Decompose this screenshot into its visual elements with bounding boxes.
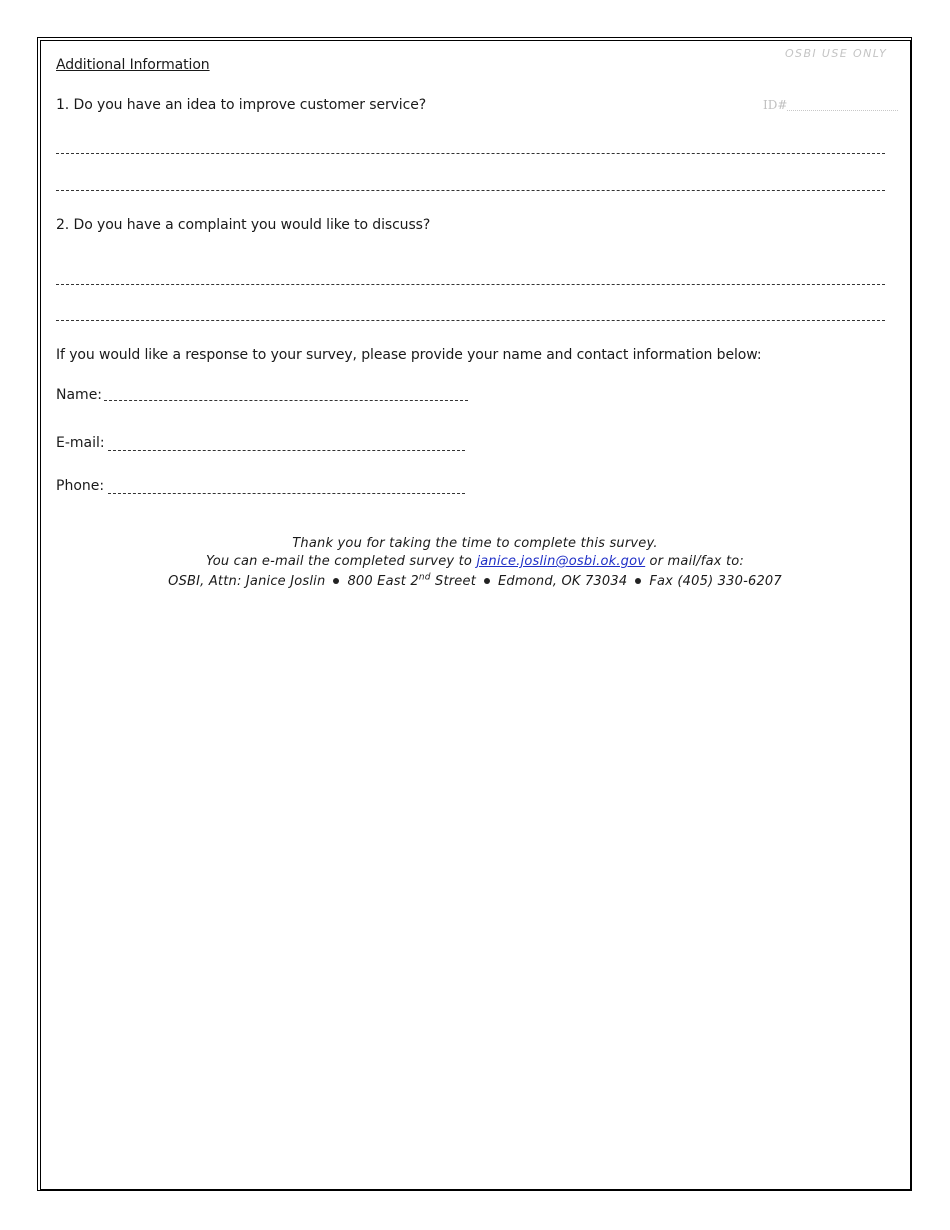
answer-line-2a[interactable] [56,284,885,285]
phone-label: Phone: [56,478,105,494]
bullet-icon [333,578,339,584]
answer-line-1b[interactable] [56,190,885,191]
office-use-label: OSBI USE ONLY [785,47,888,60]
email-instructions [56,553,894,571]
thanks-line: Thank you for taking the time to complete this survey. [292,536,658,551]
mailing-address [56,573,894,591]
address-street-num: 800 East 2 [347,574,419,589]
answer-line-1a[interactable] [56,153,885,154]
email-pre: You can e-mail the completed survey to [205,554,473,569]
bullet-icon [635,578,641,584]
question-1: 1. Do you have an idea to improve customer service? [56,97,427,113]
page-border-inner [40,40,911,1190]
section-title: Additional Information [56,57,210,73]
name-field[interactable] [104,400,468,401]
address-street-sup: nd [418,572,431,583]
id-label: ID# [763,98,788,112]
email-field[interactable] [108,450,465,451]
email-label: E-mail: [56,435,105,451]
id-field[interactable] [787,110,898,111]
contact-prompt: If you would like a response to your survey, please provide your name and contact information below: [56,347,762,363]
address-city: Edmond, OK 73034 [498,574,628,589]
address-street-end: Street [435,574,477,589]
answer-line-2b[interactable] [56,320,885,321]
email-post: or mail/fax to: [649,554,744,569]
question-2: 2. Do you have a complaint you would like to discuss? [56,217,431,233]
phone-field[interactable] [108,493,465,494]
address-fax: Fax (405) 330-6207 [649,574,782,589]
name-label: Name: [56,387,103,403]
address-org: OSBI, Attn: Janice Joslin [168,574,326,589]
bullet-icon [484,578,490,584]
email-link[interactable]: janice.joslin@osbi.ok.gov [476,554,646,569]
